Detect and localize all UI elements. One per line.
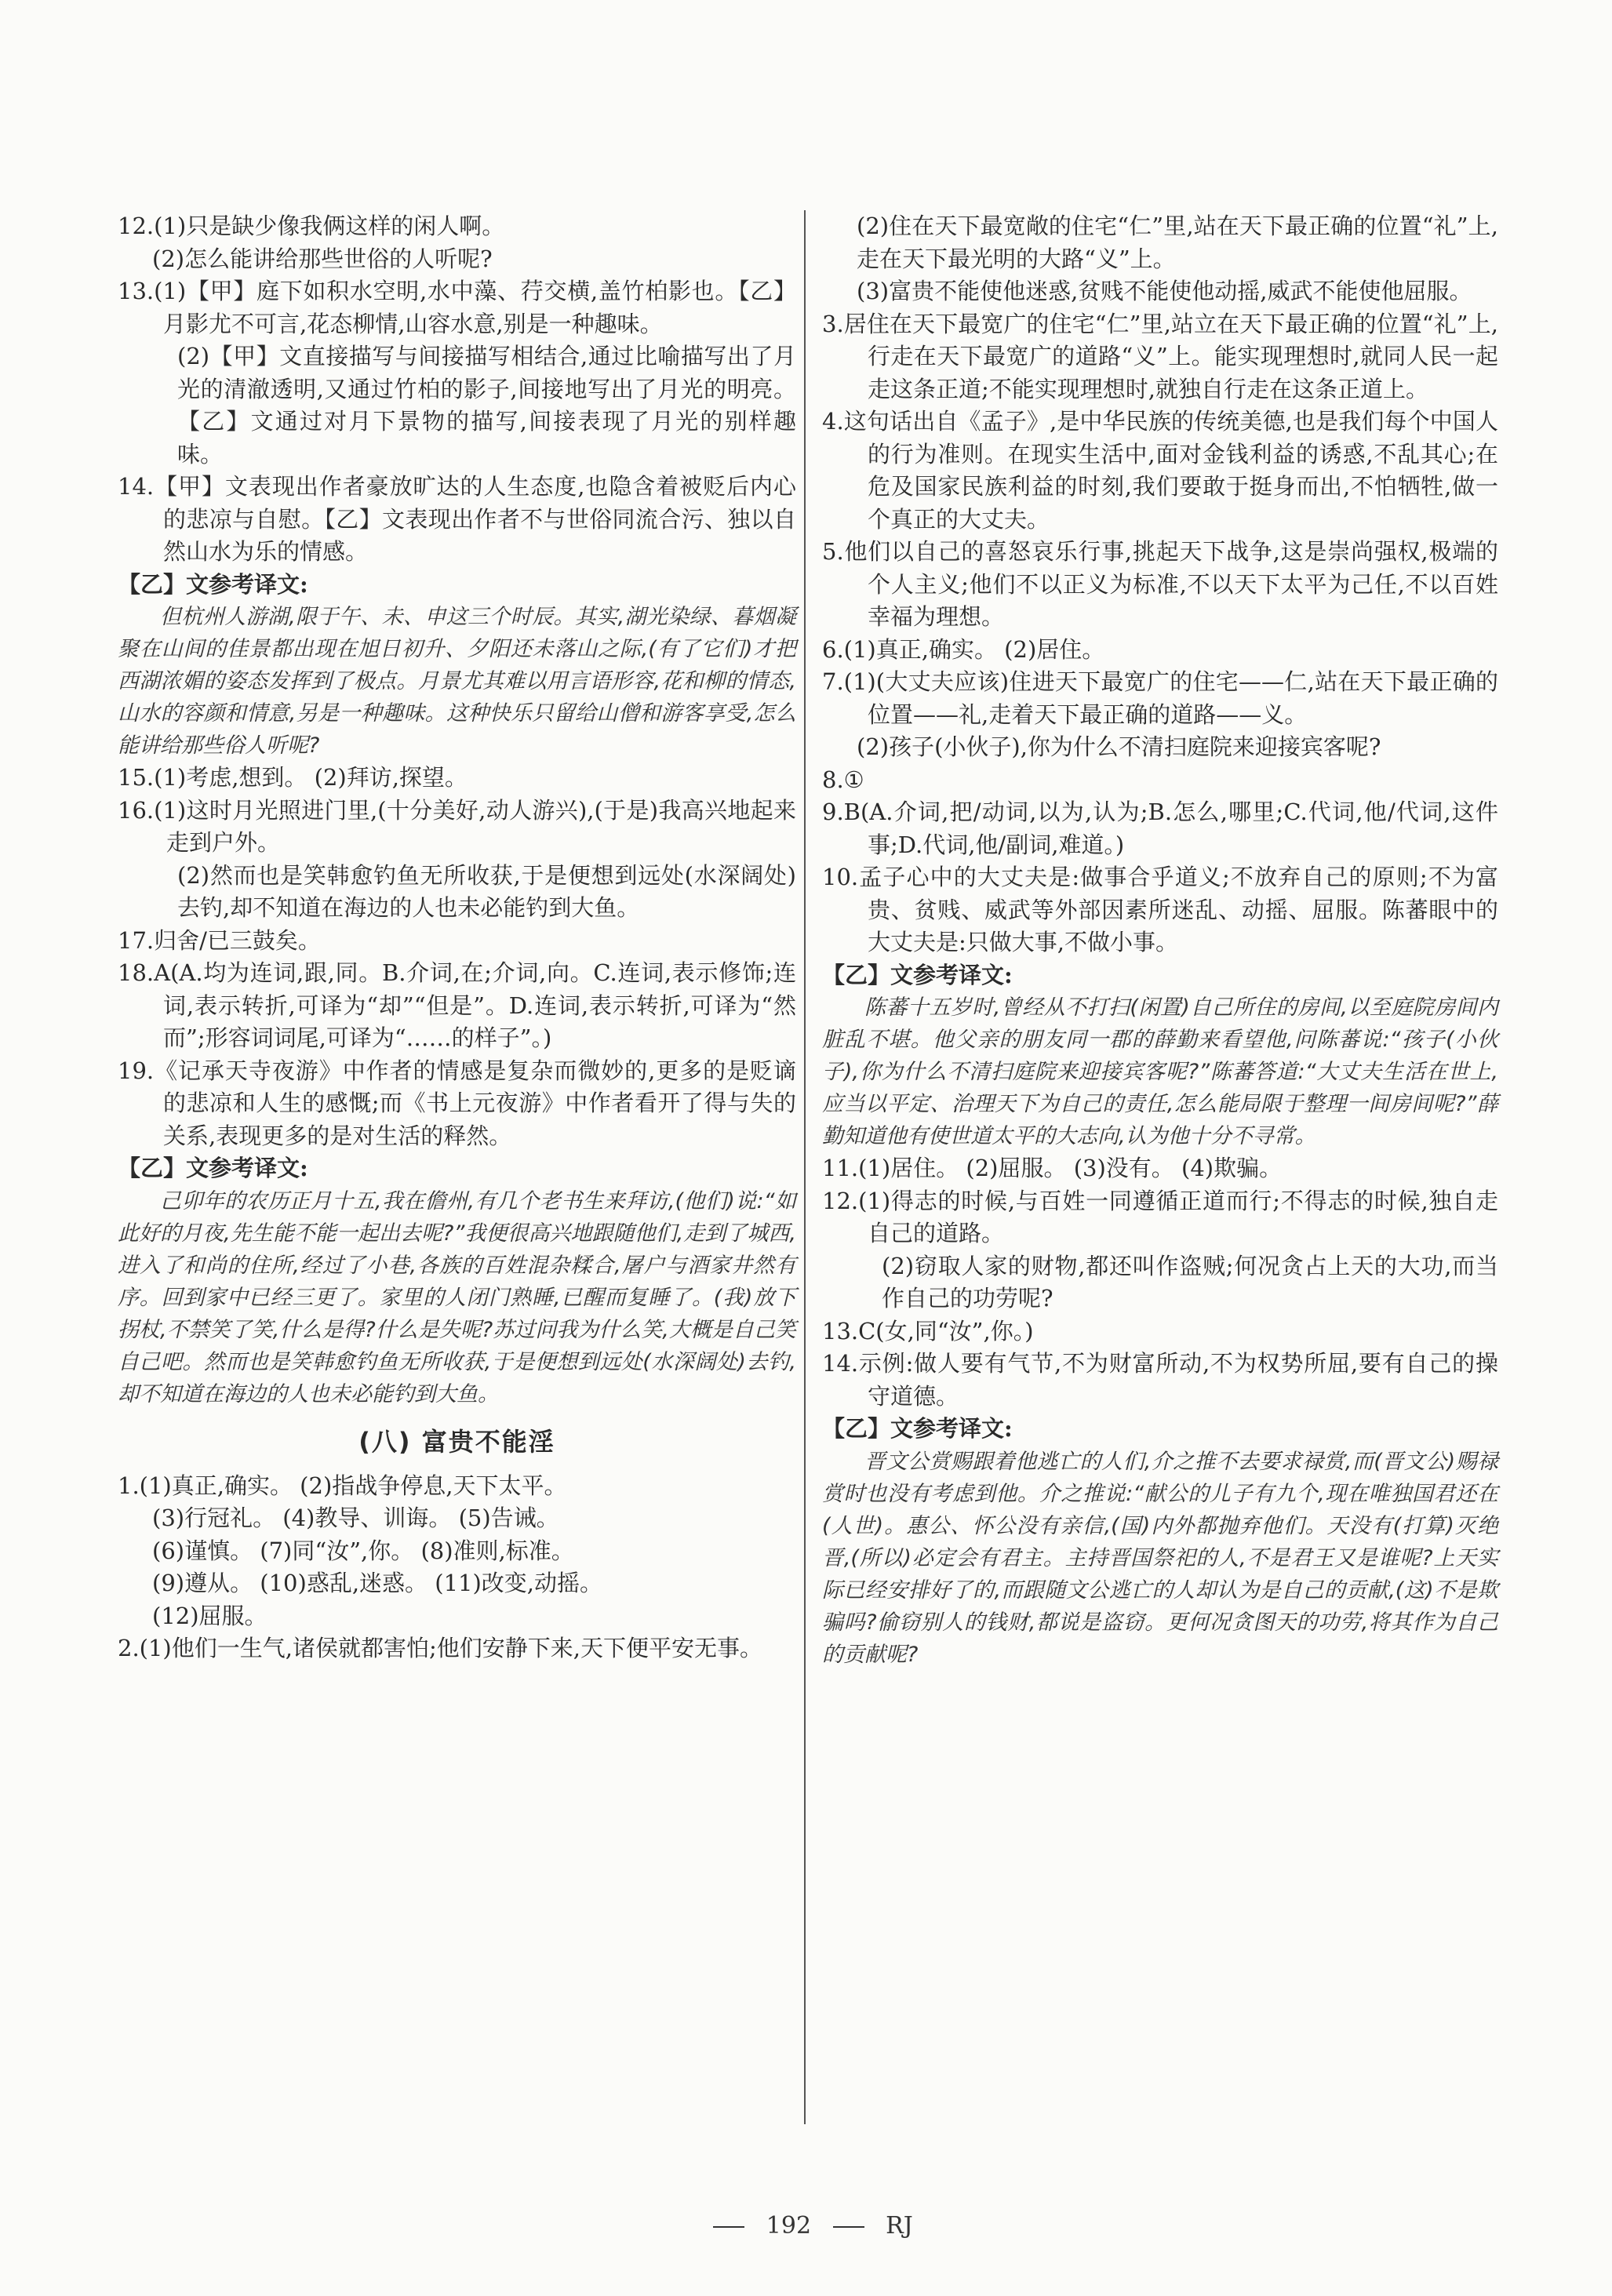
translation-text: 己卯年的农历正月十五,我在儋州,有几个老书生来拜访,(他们)说:“如此好的月夜,先生能不能一起出去呢?”我便很高兴地跟随他们,走到了城西,进入了和尚的住所,经过了小巷,各族的百姓混杂糅合,屠户与酒家井然有序。回到家中已经三更了。家里的人闭门熟睡,已醒而复睡了。(我)放下拐杖,不禁笑了笑,什么是得?什么是失呢?苏过问我为什么笑,大概是自己笑自己吧。然而也是笑韩愈钓鱼无所收获,于是便想到远处(水深阔处)去钓,却不知道在海边的人也未必能钓到大鱼。 [118, 1188, 796, 1406]
edition-code: RJ [886, 2212, 913, 2240]
section-answer-3: 3.居住在天下最宽广的住宅“仁”里,站立在天下最正确的位置“礼”上,行走在天下最宽广的道路“义”上。能实现理想时,就同人民一起走这条正道;不能实现理想时,就独自行走在这条正道上。 [822, 310, 1498, 402]
answer-12-2: (2)怎么能讲给那些世俗的人听呢? [152, 245, 493, 272]
column-divider [804, 210, 806, 2124]
translation-text: 但杭州人游湖,限于午、未、申这三个时辰。其实,湖光染绿、暮烟凝聚在山间的佳景都出现在旭日初升、夕阳还未落山之际,(有了它们)才把西湖浓媚的姿态发挥到了极点。月景尤其难以用言语形容,花和柳的情态,山水的容颜和情意,另是一种趣味。这种快乐只留给山僧和游客享受,怎么能讲给那些俗人听呢? [118, 605, 796, 758]
section-answer-12-1: 12.(1)得志的时候,与百姓一同遵循正道而行;不得志的时候,独自走自己的道路。 [822, 1187, 1498, 1246]
section-answer-2-1: 2.(1)他们一生气,诸侯就都害怕;他们安静下来,天下便平安无事。 [118, 1635, 762, 1661]
section-title: (八) 富贵不能淫 [358, 1426, 555, 1457]
section-answer-1-cont: (6)谨慎。 (7)同“汝”,你。 (8)准则,标准。 [152, 1537, 574, 1564]
section-answer-9: 9.B(A.介词,把/动词,以为,认为;B.怎么,哪里;C.代词,他/代词,这件事;D.代词,他/副词,难道。) [822, 799, 1498, 858]
section-answer-2-3: (3)富贵不能使他迷惑,贫贱不能使他动摇,威武不能使他屈服。 [857, 278, 1472, 304]
section-answer-13: 13.C(女,同“汝”,你。) [822, 1317, 1034, 1344]
answer-15: 15.(1)考虑,想到。 (2)拜访,探望。 [118, 764, 468, 791]
answer-19: 19.《记承天寺夜游》中作者的情感是复杂而微妙的,更多的是贬谪的悲凉和人生的感慨;而《书上元夜游》中作者看开了得与失的关系,表现更多的是对生活的释然。 [118, 1057, 796, 1149]
answer-12-1: 12.(1)只是缺少像我俩这样的闲人啊。 [118, 213, 505, 239]
section-answer-11: 11.(1)居住。 (2)屈服。 (3)没有。 (4)欺骗。 [822, 1155, 1283, 1181]
translation-label: 【乙】文参考译文: [822, 1415, 1013, 1442]
answer-16-1: 16.(1)这时月光照进门里,(十分美好,动人游兴),(于是)我高兴地起来走到户外。 [118, 796, 796, 856]
section-answer-1: 1.(1)真正,确实。 (2)指战争停息,天下太平。 [118, 1472, 567, 1499]
footer-dash [833, 2226, 864, 2228]
translation-label: 【乙】文参考译文: [118, 1155, 308, 1181]
section-answer-8: 8.① [822, 766, 864, 793]
section-answer-7-1: 7.(1)(大丈夫应该)住进天下最宽广的住宅——仁,站在天下最正确的位置——礼,走着天下最正确的道路——义。 [822, 668, 1498, 728]
translation-text: 晋文公赏赐跟着他逃亡的人们,介之推不去要求禄赏,而(晋文公)赐禄赏时也没有考虑到他。介之推说:“献公的儿子有九个,现在唯独国君还在(人世)。惠公、怀公没有亲信,(国)内外都抛弃他们。天没有(打算)灭绝晋,(所以)必定会有君主。主持晋国祭祀的人,不是君王又是谁呢?上天实际已经安排好了的,而跟随文公逃亡的人却认为是自己的贡献,(这)不是欺骗吗?偷窃别人的钱财,都说是盗窃。更何况贪图天的功劳,将其作为自己的贡献呢? [822, 1449, 1498, 1667]
translation-label: 【乙】文参考译文: [118, 570, 308, 598]
answer-14: 14.【甲】文表现出作者豪放旷达的人生态度,也隐含着被贬后内心的悲凉与自慰。【乙】文表现出作者不与世俗同流合污、独以自然山水为乐的情感。 [118, 473, 796, 565]
section-answer-12-2: (2)窃取人家的财物,都还叫作盗贼;何况贪占上天的大功,而当作自己的功劳呢? [882, 1252, 1498, 1312]
section-answer-14: 14.示例:做人要有气节,不为财富所动,不为权势所屈,要有自己的操守道德。 [822, 1350, 1498, 1410]
section-answer-6: 6.(1)真正,确实。 (2)居住。 [822, 635, 1105, 663]
section-answer-4: 4.这句话出自《孟子》,是中华民族的传统美德,也是我们每个中国人的行为准则。在现实生活中,面对金钱利益的诱惑,不乱其心;在危及国家民族利益的时刻,我们要敢于挺身而出,不怕牺牲,做一个真正的大丈夫。 [822, 408, 1498, 533]
answer-13-1: 13.(1)【甲】庭下如积水空明,水中藻、荇交横,盖竹柏影也。【乙】月影尤不可言,花态柳情,山容水意,别是一种趣味。 [118, 278, 796, 337]
translation-text: 陈蕃十五岁时,曾经从不打扫(闲置)自己所住的房间,以至庭院房间内脏乱不堪。他父亲的朋友同一郡的薛勤来看望他,问陈蕃说:“孩子(小伙子),你为什么不清扫庭院来迎接宾客呢?”陈蕃答道:“大丈夫生活在世上,应当以平定、治理天下为自己的责任,怎么能局限于整理一间房间呢?”薛勤知道他有使世道太平的大志向,认为他十分不寻常。 [822, 995, 1498, 1148]
page-footer [0, 2212, 1612, 2240]
answer-13-2: (2)【甲】文直接描写与间接描写相结合,通过比喻描写出了月光的清澈透明,又通过竹柏的影子,间接地写出了月光的明亮。【乙】文通过对月下景物的描写,间接表现了月光的别样趣味。 [177, 343, 796, 468]
answer-16-2: (2)然而也是笑韩愈钓鱼无所收获,于是便想到远处(水深阔处)去钓,却不知道在海边的人也未必能钓到大鱼。 [177, 861, 796, 921]
right-column [822, 210, 1498, 1671]
section-answer-2-2: (2)住在天下最宽敞的住宅“仁”里,站在天下最正确的位置“礼”上,走在天下最光明的大路“义”上。 [857, 213, 1498, 272]
answer-18: 18.A(A.均为连词,跟,同。B.介词,在;介词,向。C.连词,表示修饰;连词,表示转折,可译为“却”“但是”。D.连词,表示转折,可译为“然而”;形容词词尾,可译为“……的样子”。) [118, 959, 796, 1051]
section-answer-10: 10.孟子心中的大丈夫是:做事合乎道义;不放弃自己的原则;不为富贵、贫贱、威武等外部因素所迷乱、动摇、屈服。陈蕃眼中的大丈夫是:只做大事,不做小事。 [822, 864, 1498, 955]
section-answer-7-2: (2)孩子(小伙子),你为什么不清扫庭院来迎接宾客呢? [857, 733, 1381, 760]
footer-dash [713, 2226, 744, 2228]
answer-17: 17.归舍/已三鼓矣。 [118, 926, 321, 954]
section-answer-1-cont: (3)行冠礼。 (4)教导、训诲。 (5)告诫。 [152, 1505, 559, 1531]
section-answer-1-cont: (12)屈服。 [152, 1602, 267, 1629]
section-answer-1-cont: (9)遵从。 (10)惑乱,迷惑。 (11)改变,动摇。 [152, 1570, 603, 1596]
section-answer-5: 5.他们以自己的喜怒哀乐行事,挑起天下战争,这是崇尚强权,极端的个人主义;他们不以正义为标准,不以天下太平为己任,不以百姓幸福为理想。 [822, 538, 1498, 630]
page-number: 192 [766, 2212, 812, 2240]
translation-label: 【乙】文参考译文: [822, 961, 1013, 988]
left-column [118, 210, 796, 1665]
